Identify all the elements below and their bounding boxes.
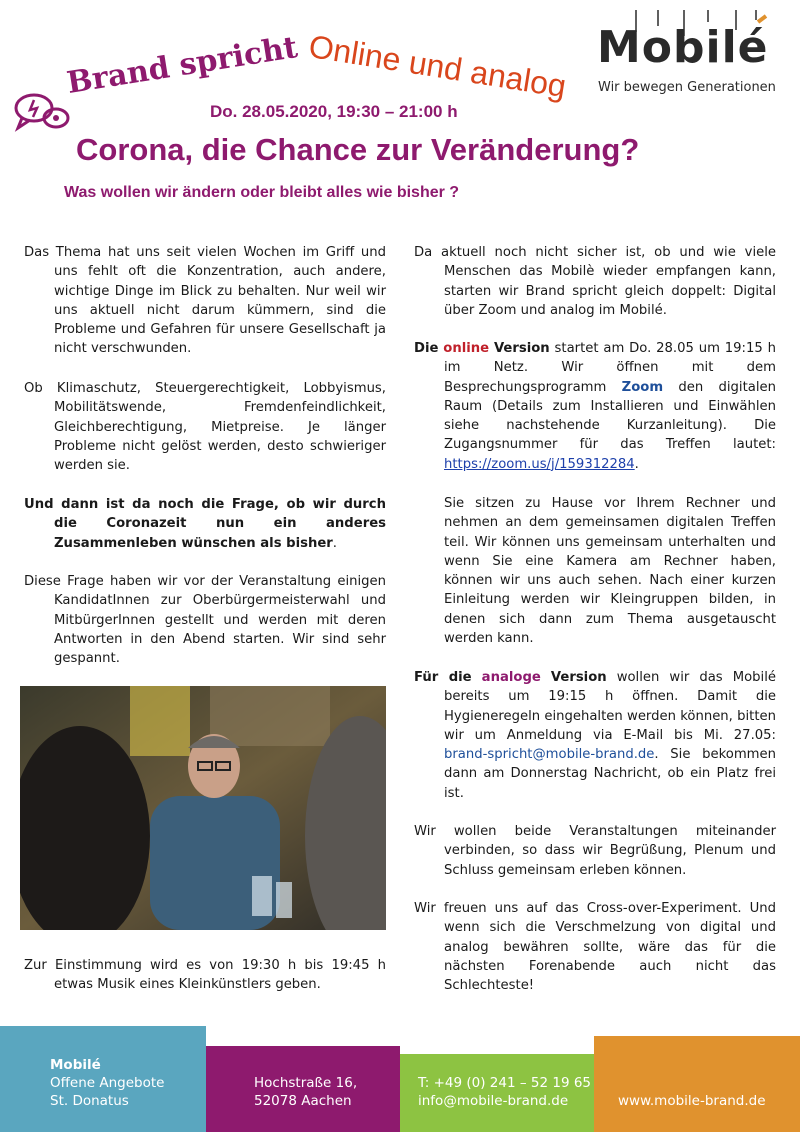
question-end: . [332,535,337,551]
footer-org-title: Mobilé [50,1057,101,1073]
question-text: Und dann ist da noch die Frage, ob wir durch die Coronazeit nun ein anderes Zusammenleben wünschen als bisher [24,497,386,551]
footer-website[interactable]: www.mobile-brand.de [618,1093,766,1109]
footer-box-address [206,1046,400,1132]
footer-box-contact [400,1054,594,1132]
paragraph-intro: Das Thema hat uns seit vielen Wochen im Griff und uns fehlt oft die Konzentration, auch andere, wichtige Dinge im Blick zu behalten. Nur weil wir uns aktuell nicht darum kümmern, sind die Probleme und Gefahren für unsere Gesellschaft ja nicht verschwunden. [24,245,386,357]
label-online: online [443,341,490,356]
right-column-1 [414,243,776,320]
paragraph-combine: Wir wollen beide Veranstaltungen miteinander verbinden, so dass wir Begrüßung, Plenum und Schluss gemeinsam erleben können. [414,824,776,878]
paragraph-analog [414,668,776,803]
online-text-b: den digitalen Raum (Details zum Installieren und Einwählen siehe nachstehende Kurzanleitung). Die Zugangsnummer für das Treffen lautet: [444,379,776,453]
right-column-5 [414,822,776,880]
paragraph-home: Sie sitzen zu Hause vor Ihrem Rechner und nehmen an dem gemeinsamen digitalen Treffen teil. Wir können uns gemeinsam unterhalten und wenn Sie eine Kamera am Rechner haben, können wir uns auch sehen. Nach einer kurzen Einleitung werden wir Kleingruppen bilden, in denen sich dann zum Thema ausgetauscht werden kann. [444,496,776,647]
subtitle: Was wollen wir ändern oder bleibt alles wie bisher ? [64,184,460,201]
registration-email-link[interactable]: brand-spricht@mobile-brand.de [444,747,655,763]
label-fuer-die: Für die [414,670,472,685]
logo-wordmark: Mobilé [597,22,769,73]
zoom-link[interactable]: https://zoom.us/j/159312284 [444,456,635,472]
online-und-analog-title: Online und analog [306,28,569,105]
footer-phone[interactable]: T: +49 (0) 241 – 52 19 65 [418,1075,592,1091]
online-end: . [634,456,639,472]
paragraph-candidates: Diese Frage haben wir vor der Veranstaltung einigen KandidatInnen zur Oberbürgermeisterwahl und MitbürgerInnen gestellt und werden mit deren Antworten in den Abend starten. Wir sind sehr gespannt. [24,574,386,667]
footer-address-street: Hochstraße 16, [254,1075,358,1091]
paragraph-closing: Wir freuen uns auf das Cross-over-Experiment. Und wenn sich die Verschmelzung von digital und analog bewähren sollte, wäre das für die nächsten Forenabende auch nicht das Schlechteste! [414,901,776,994]
analog-text-b: . Sie bekommen dann am Donnerstag Nachricht, ob ein Platz frei ist. [444,747,776,801]
paragraph-double: Da aktuell noch nicht sicher ist, ob und wie viele Menschen das Mobilè wieder empfangen kann, starten wir Brand spricht gleich doppelt: Digital über Zoom und analog im Mobilé. [414,245,776,318]
left-column-5 [24,956,386,995]
left-column-2 [24,379,386,475]
logo-tagline: Wir bewegen Generationen [598,80,776,95]
label-die: Die [414,341,439,356]
paragraph-question [24,495,386,553]
label-version-analog: Version [550,670,607,685]
footer-box-web [594,1036,800,1132]
label-analoge: analoge [481,670,541,685]
left-column-3 [24,495,386,553]
speech-bubbles-icon [12,88,74,136]
footer-org-line1: Offene Angebote [50,1075,165,1091]
label-zoom: Zoom [621,379,664,395]
footer-org-line2: St. Donatus [50,1093,129,1109]
label-version: Version [493,341,550,356]
footer-box-name [0,1026,206,1132]
online-text-a: startet am Do. 28.05 um 19:15 h im Netz. Wir öffnen mit dem Besprechungsprogramm [444,341,776,395]
left-column-4 [24,572,386,668]
analog-text-a: wollen wir das Mobilé bereits um 19:15 h öffnen. Damit die Hygieneregeln eingehalten werden können, bitten wir um Anmeldung via E-Mail bis Mi. 27.05: [444,670,776,743]
right-column-2 [414,339,776,474]
right-column-3 [414,494,776,648]
right-column-4 [414,668,776,803]
paragraph-topics: Ob Klimaschutz, Steuergerechtigkeit, Lobbyismus, Mobilitätswende, Fremdenfeindlichkeit, Gleichberechtigung, Mietpreise. Je länger Probleme nicht gelöst werden, desto schwieriger werden sie. [24,381,386,474]
paragraph-online [414,339,776,474]
paragraph-music: Zur Einstimmung wird es von 19:30 h bis 19:45 h etwas Musik eines Kleinkünstlers geben. [24,958,386,993]
main-title: Corona, die Chance zur Veränderung? [76,132,640,167]
discussion-photo [20,686,386,930]
right-column-6 [414,899,776,995]
brand-spricht-title: Brand spricht [64,30,300,102]
footer-address-city: 52078 Aachen [254,1093,352,1109]
footer-email[interactable]: info@mobile-brand.de [418,1093,569,1109]
footer [0,1026,800,1132]
left-column [24,243,386,359]
event-date: Do. 28.05.2020, 19:30 – 21:00 h [210,102,458,121]
